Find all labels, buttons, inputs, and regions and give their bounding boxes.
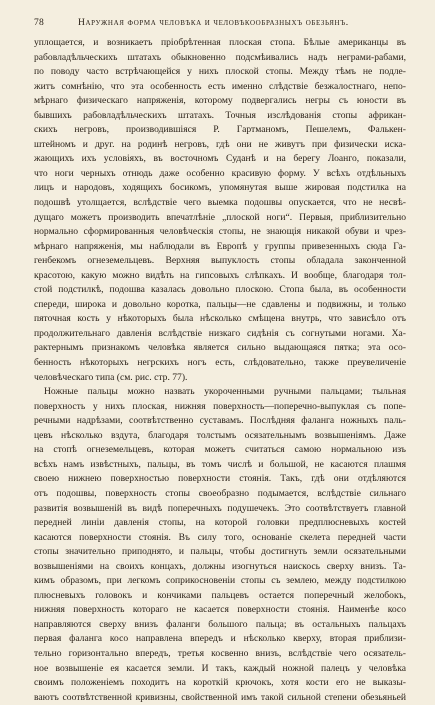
- text-line: рабовладѣльческихъ штатахъ обыкновенно подсмѣивались надъ неграми-рабами,: [34, 51, 406, 63]
- text-line: лицъ и народовъ, ходящихъ босикомъ, упомянутая выше жировая подстилка на: [34, 182, 406, 194]
- text-line: кимъ образомъ, при легкомъ соприкосновеніи стопы съ землею, между подстилкою: [34, 575, 406, 587]
- text-line: касаются поверхности стоянія. Въ силу того, основаніе скелета передней части: [34, 531, 406, 543]
- text-line: на стопѣ огнеземельцевъ, которая можетъ считаться самою нормальною изъ: [34, 444, 406, 456]
- text-line: направляются сверху внизъ фаланги большого пальца; въ остальныхъ пальцахъ: [34, 618, 406, 630]
- body-text: [34, 36, 406, 705]
- text-line: нормально сформированныя человѣческія стопы, не знающія никакой обуви и чрез-: [34, 226, 406, 238]
- text-line: тельно горизонтально впередъ, третья косвенно внизъ, вслѣдствіе чего осязатель-: [34, 647, 406, 659]
- text-line: бенность нѣкоторыхъ негрскихъ ногъ есть, слѣдовательно, также преувеличеніе: [34, 357, 406, 369]
- text-line: мѣрнаго физическаго напряженія, которому подвергались негры съ юности въ: [34, 95, 406, 107]
- text-line: Ножные пальцы можно назвать укороченными ручными пальцами; тыльная: [44, 386, 406, 398]
- text-line: что ноги черныхъ отнюдь даже особенно красивую форму. У всѣхъ отдѣльныхъ: [34, 167, 406, 179]
- text-line: подошвѣ утолщается, вслѣдствіе чего выемка подошвы опускается, что не несвѣ-: [34, 197, 406, 209]
- running-title: Наружная форма человѣка и человѣкообразныхъ обезьянъ.: [78, 17, 349, 28]
- text-line: человѣческаго типа (см. рис. стр. 77).: [34, 371, 188, 383]
- text-line: поверхность у нихъ плоская, нижняя поверхность—поперечно-выпуклая съ попе-: [34, 400, 406, 412]
- text-line: плюсневыхъ головокъ и кончиками пальцевъ остается поперечный желобокъ,: [34, 589, 406, 601]
- text-line: стопы значительно приподнято, и пальцы, чтобы достигнуть земли осязательными: [34, 546, 406, 558]
- text-line: бывшихъ рабовладѣльческихъ штатахъ. Точныя изслѣдованія стопы африкан-: [34, 109, 406, 121]
- text-line: ваютъ соотвѣтственной кривизны, свойственной имъ такой сильной степени обезьяньей: [34, 691, 406, 703]
- text-line: спереди, широка и довольно коротка, пальцы—не сдавлены и подвижны, и только: [34, 298, 406, 310]
- text-line: возвышеніями на своихъ концахъ, должны изогнуться наискось сверху внизъ. Та-: [34, 560, 406, 572]
- text-line: жающихъ ихъ условіяхъ, въ восточномъ Суданѣ и на берегу Лоанго, показали,: [34, 153, 406, 165]
- text-line: житъ сомнѣнію, что эта особенность есть именно слѣдствіе безжалостнаго, непо-: [34, 80, 406, 92]
- text-line: всѣхъ намъ извѣстныхъ, пальцы, въ томъ числѣ и большой, не касаются плашмя: [34, 458, 406, 470]
- text-line: отъ подошвы, поверхность стопы своеобразно подымается, вслѣдствіе сильнаго: [34, 487, 406, 499]
- text-line: стой подстилкѣ, подошва казалась довольно плоскою. Стопа была, въ особенности: [34, 284, 406, 296]
- text-line: уплощается, и возникаетъ пріобрѣтенная плоская стопа. Бѣлые американцы въ: [34, 37, 406, 48]
- text-line: пяточная кость у нѣкоторыхъ была нѣсколько смѣщена внутрь, что зависѣло отъ: [34, 313, 406, 325]
- text-line: первая фаланга косо направлена впередъ и нѣсколько кверху, вторая приблизи-: [34, 633, 406, 645]
- text-line: дущаго можетъ производить впечатлѣніе „плоской ноги“. Первыя, приблизительно: [34, 211, 406, 223]
- text-line: штейномъ и друг. на родинѣ негровъ, гдѣ они не живутъ при физически иска-: [34, 138, 406, 150]
- text-line: речными надрѣзами, соотвѣтственно суставамъ. Послѣдняя фаланга ножныхъ паль-: [34, 415, 406, 427]
- text-line: рактернымъ признакомъ человѣка является сильно выдающаяся пятка; эта осо-: [34, 342, 406, 354]
- text-line: генбекомъ огнеземельцевъ. Верхняя выпуклость стопы обладала законченной: [34, 255, 406, 267]
- text-line: своимъ положеніемъ походитъ на короткій крючокъ, хотя кости его не выказы-: [34, 677, 406, 689]
- text-line: скихъ негровъ, производившіяся Р. Гартманомъ, Пешелемъ, Фалькен-: [34, 124, 406, 136]
- text-line: мѣрнаго напряженія, мы наблюдали въ Европѣ у группы привезенныхъ сюда Га-: [34, 240, 406, 252]
- text-line: продолжительнаго давленія вслѣдствіе низкаго сидѣнія съ согнутыми ногами. Ха-: [34, 327, 406, 339]
- text-line: передней линіи давленія стопы, на которой головки предплюсневыхъ костей: [34, 517, 406, 529]
- text-line: своею нижнею поверхностью поверхности стоянія. Такъ, гдѣ они отдѣляются: [34, 473, 406, 485]
- text-line: красотою, какую можно видѣть на гипсовыхъ слѣпкахъ. И вообще, благодаря тол-: [34, 269, 406, 281]
- page-number: 78: [34, 17, 44, 28]
- text-line: нижняя поверхность котораго не касается поверхности стоянія. Наименѣе косо: [34, 604, 406, 616]
- text-line: развитія возвышеній въ видѣ поперечныхъ подушечекъ. Это соотвѣтствуетъ главной: [34, 502, 406, 514]
- text-line: цевъ нѣсколько вздута, благодаря толстымъ осязательнымъ возвышеніямъ. Даже: [34, 429, 406, 441]
- text-line: ное возвышеніе ея касается земли. И такъ, каждый ножной палецъ у человѣка: [34, 662, 406, 674]
- text-line: по поводу часто встрѣчающейся у нихъ плоской стопы. Между тѣмъ не подле-: [34, 66, 406, 78]
